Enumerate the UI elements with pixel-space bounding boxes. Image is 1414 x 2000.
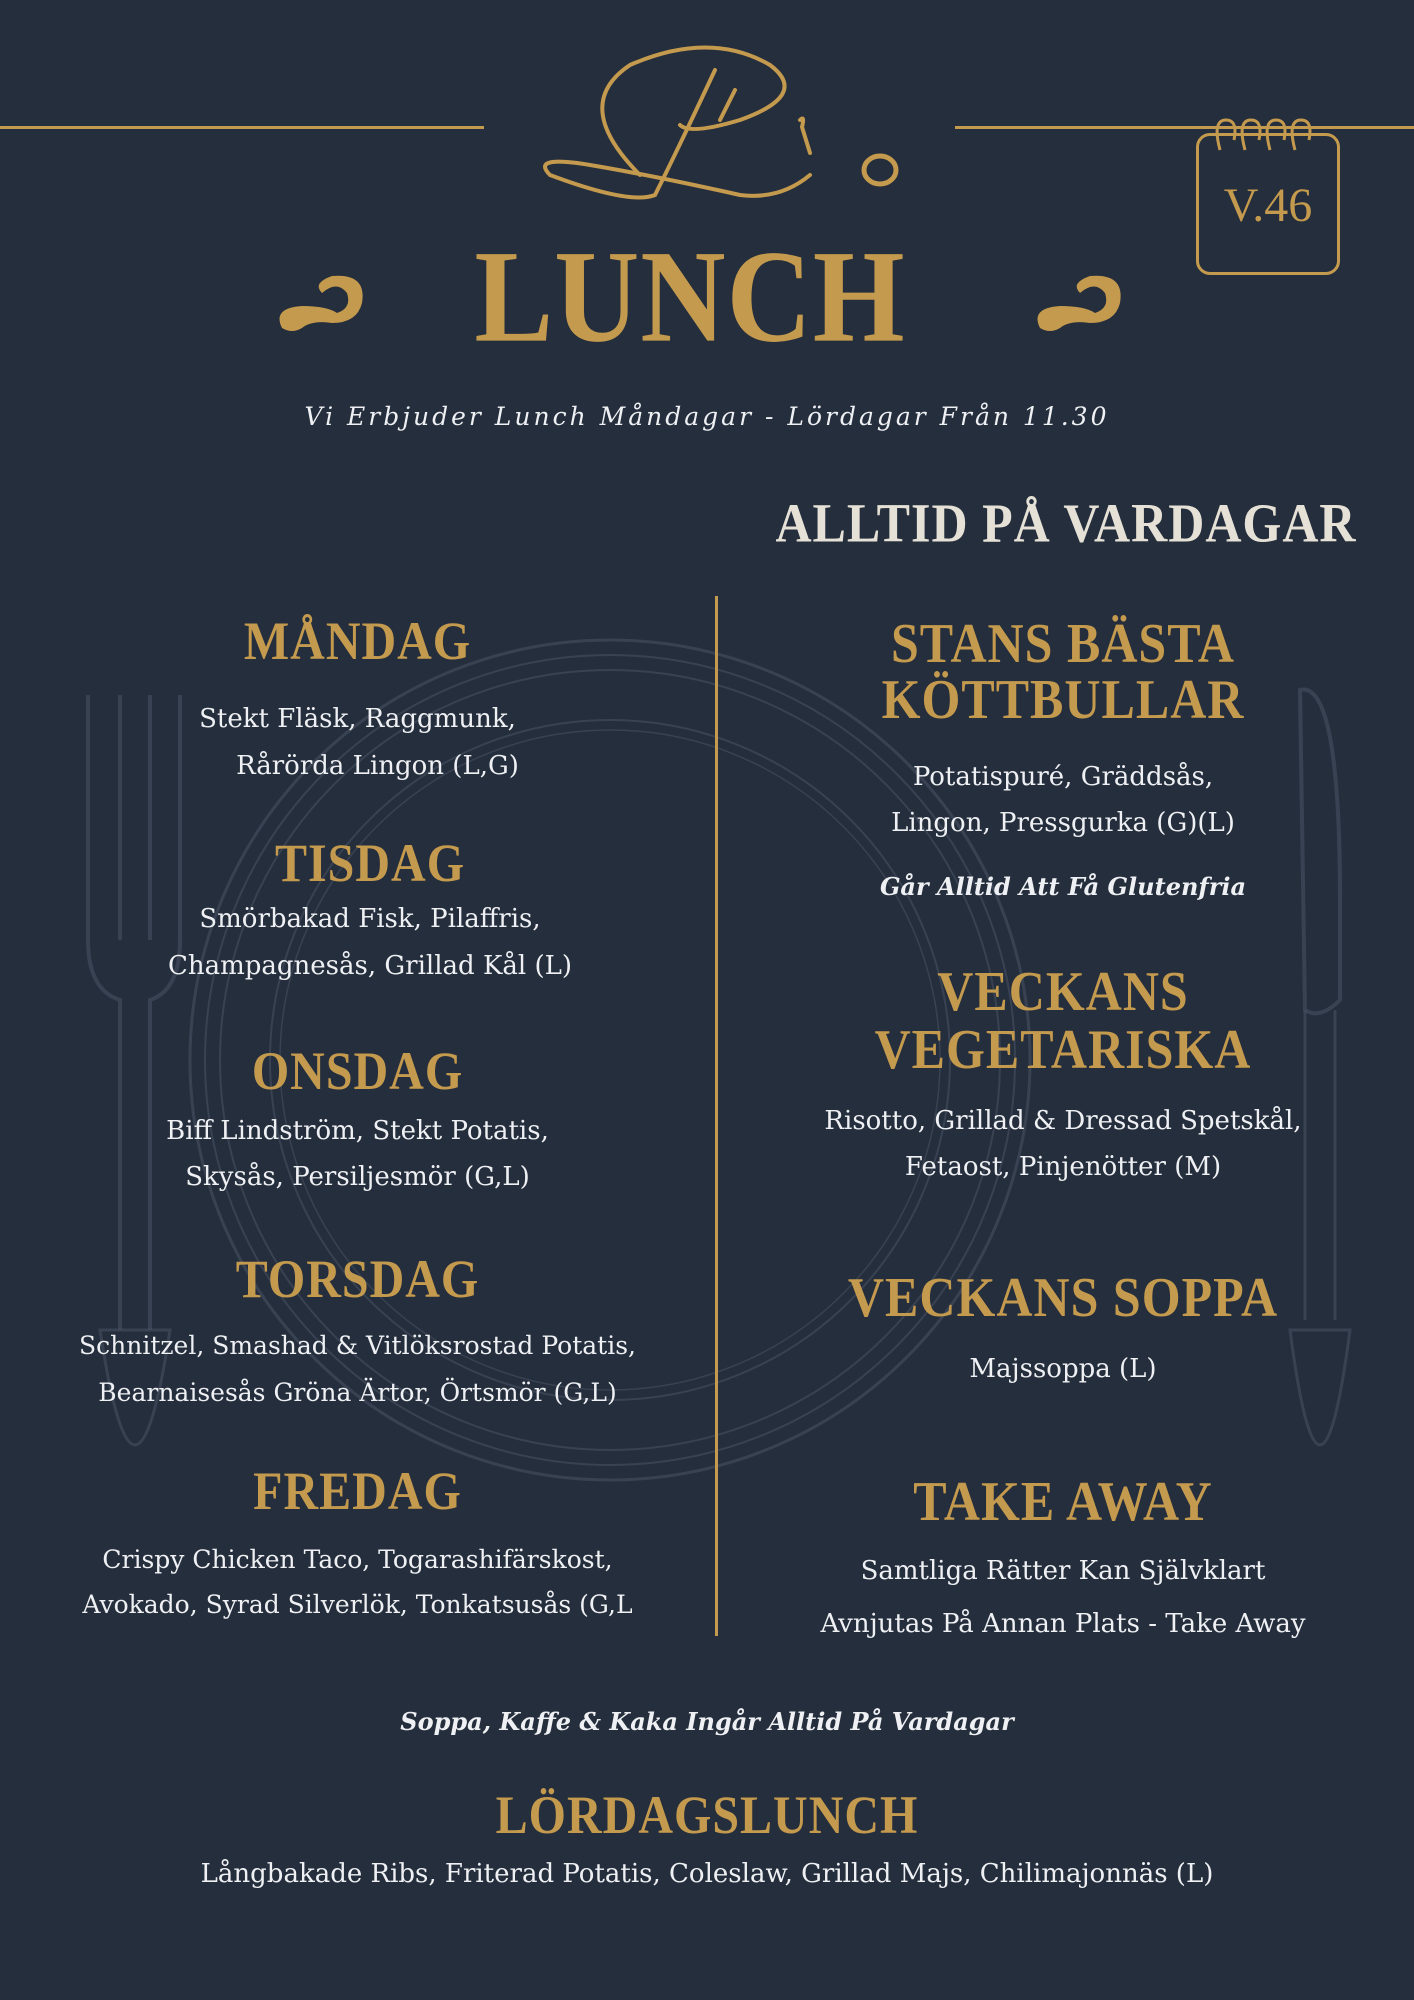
- always-heading: ALLTID PÅ VARDAGAR: [775, 492, 1357, 554]
- dish-thursday-1: Schnitzel, Smashad & Vitlöksrostad Potatis,: [79, 1331, 636, 1360]
- dish-monday-2: Rårörda Lingon (L,G): [236, 751, 519, 781]
- dish-soup: Majssoppa (L): [969, 1354, 1157, 1384]
- dish-wednesday-2: Skysås, Persiljesmör (G,L): [185, 1162, 530, 1192]
- dish-wednesday-1: Biff Lindström, Stekt Potatis,: [166, 1116, 549, 1146]
- header-rule-right: [955, 126, 1414, 129]
- logo-script-icon: [480, 25, 940, 205]
- saturday-dish: Långbakade Ribs, Friterad Potatis, Coleslaw, Grillad Majs, Chilimajonnäs (L): [200, 1859, 1214, 1889]
- day-heading-thursday: TORSDAG: [235, 1249, 480, 1310]
- dish-friday-2: Avokado, Syrad Silverlök, Tonkatsusås (G,L: [82, 1590, 633, 1619]
- included-note: Soppa, Kaffe & Kaka Ingår Alltid På Vardagar: [400, 1707, 1014, 1736]
- calendar-rings-icon: [1212, 110, 1322, 160]
- dish-thursday-2: Bearnaisesås Gröna Ärtor, Örtsmör (G,L): [98, 1378, 617, 1407]
- day-heading-tuesday: TISDAG: [274, 833, 466, 894]
- section-heading-takeaway: TAKE AWAY: [913, 1469, 1213, 1533]
- section-heading-vegetarian-2: VEGETARISKA: [874, 1017, 1252, 1081]
- day-heading-monday: MÅNDAG: [243, 611, 472, 672]
- dish-tuesday-2: Champagnesås, Grillad Kål (L): [167, 951, 573, 981]
- opening-hours-subtitle: Vi Erbjuder Lunch Måndagar - Lördagar Från 11.30: [304, 402, 1110, 431]
- swirl-left-icon: [272, 268, 372, 338]
- section-heading-soup: VECKANS SOPPA: [847, 1265, 1279, 1329]
- logo: [480, 25, 940, 205]
- dish-vegetarian-1: Risotto, Grillad & Dressad Spetskål,: [824, 1106, 1302, 1136]
- saturday-heading: LÖRDAGSLUNCH: [495, 1785, 919, 1846]
- section-heading-meatballs-1: STANS BÄSTA: [891, 611, 1235, 675]
- section-heading-meatballs-2: KÖTTBULLAR: [881, 667, 1245, 731]
- week-badge-text: V.46: [1223, 179, 1313, 232]
- section-heading-vegetarian-1: VECKANS: [937, 959, 1189, 1023]
- takeaway-text-2: Avnjutas På Annan Plats - Take Away: [820, 1609, 1306, 1639]
- gluten-free-note: Går Alltid Att Få Glutenfria: [879, 872, 1247, 901]
- dish-vegetarian-2: Fetaost, Pinjenötter (M): [904, 1152, 1222, 1182]
- dish-friday-1: Crispy Chicken Taco, Togarashifärskost,: [102, 1545, 613, 1574]
- day-heading-wednesday: ONSDAG: [251, 1041, 464, 1102]
- day-heading-friday: FREDAG: [253, 1461, 462, 1522]
- page-title: LUNCH: [474, 223, 906, 370]
- dish-meatballs-2: Lingon, Pressgurka (G)(L): [891, 808, 1235, 838]
- header-rule-left: [0, 126, 484, 129]
- dish-meatballs-1: Potatispuré, Gräddsås,: [912, 762, 1214, 792]
- dish-tuesday-1: Smörbakad Fisk, Pilaffris,: [199, 904, 541, 934]
- takeaway-text-1: Samtliga Rätter Kan Självklart: [860, 1556, 1266, 1586]
- swirl-right-icon: [1030, 268, 1130, 338]
- dish-monday-1: Stekt Fläsk, Raggmunk,: [199, 704, 516, 734]
